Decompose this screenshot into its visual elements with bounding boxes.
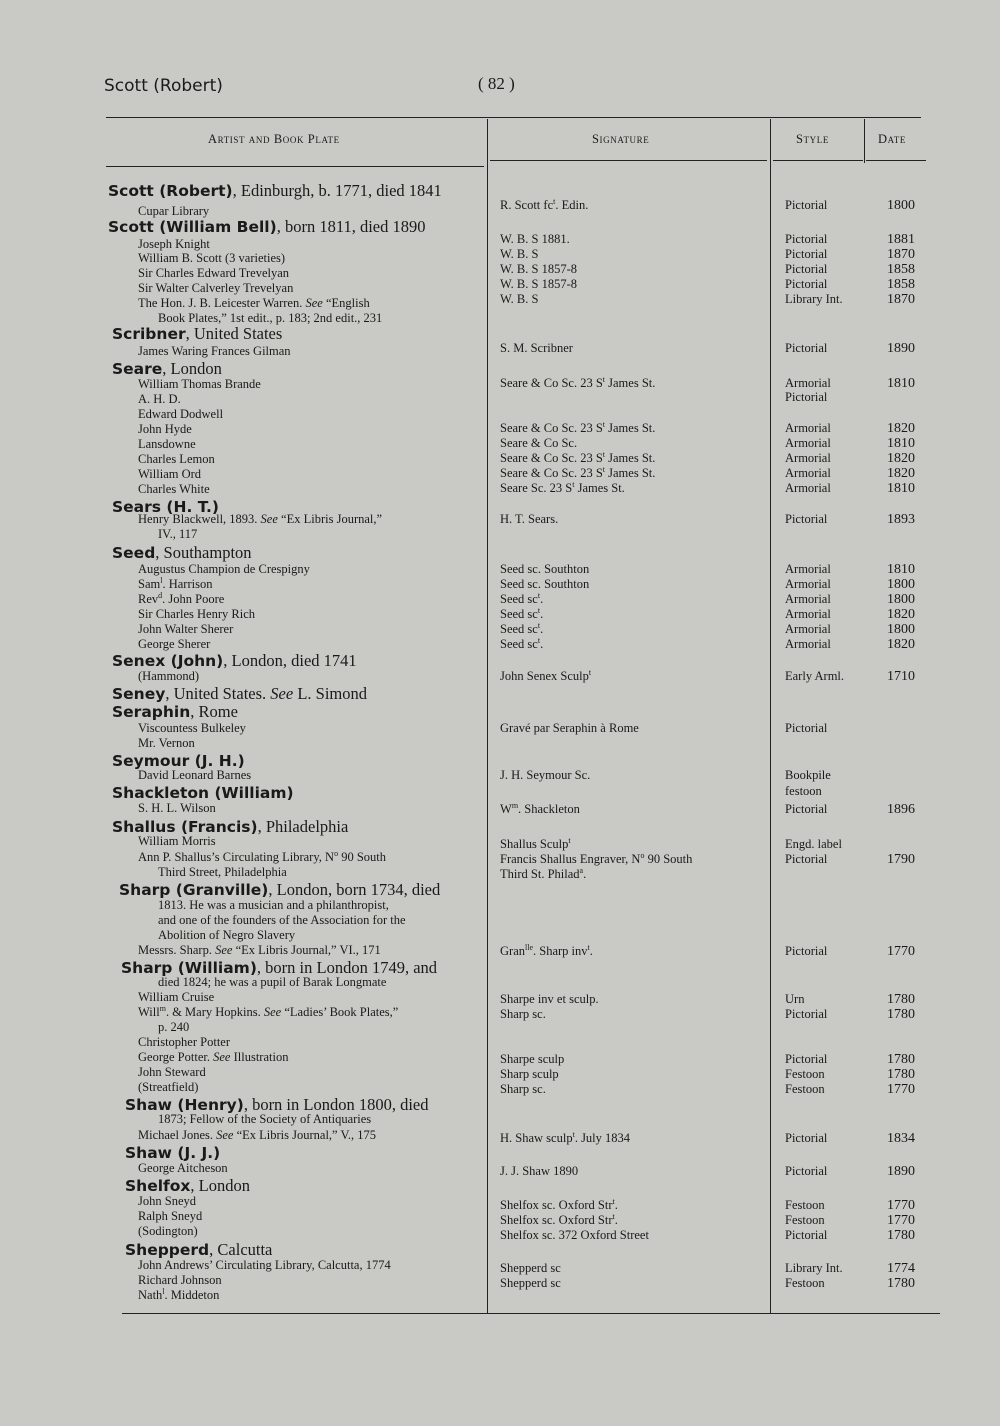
artist-name: Senex (John) bbox=[112, 652, 224, 670]
date-cell: 1820 bbox=[887, 466, 915, 481]
artist-name: Seed bbox=[112, 544, 156, 562]
book-plate-owner: Sam$^l$. Harrison bbox=[138, 576, 213, 591]
entry-continuation: died 1824; he was a pupil of Barak Longmate bbox=[158, 975, 387, 989]
column-header-date: Date bbox=[878, 132, 906, 146]
book-plate-owner: George Aitcheson bbox=[138, 1161, 228, 1175]
style-cell: Pictorial bbox=[785, 1131, 828, 1145]
book-plate-owner: (Streatfield) bbox=[138, 1080, 199, 1094]
style-cell: Pictorial bbox=[785, 944, 828, 958]
date-cell: 1780 bbox=[887, 1276, 915, 1291]
style-cell: Pictorial bbox=[785, 232, 828, 246]
book-plate-owner: Charles Lemon bbox=[138, 452, 215, 466]
artist-name: Seraphin bbox=[112, 703, 191, 721]
book-plate-owner: Sir Charles Edward Trevelyan bbox=[138, 266, 290, 280]
book-plate-owner: Richard Johnson bbox=[138, 1273, 222, 1287]
style-cell: Pictorial bbox=[785, 1007, 828, 1021]
date-cell: 1810 bbox=[887, 376, 915, 391]
entry-continuation: p. 240 bbox=[158, 1020, 190, 1034]
date-cell: 1800 bbox=[887, 577, 915, 592]
book-plate-owner: William Ord bbox=[138, 467, 202, 481]
book-plate-owner: Michael Jones. See “Ex Libris Journal,” V., 175 bbox=[138, 1128, 377, 1142]
artist-name: Seney bbox=[112, 685, 166, 703]
date-cell: 1834 bbox=[887, 1131, 915, 1146]
date-cell: 1800 bbox=[887, 198, 915, 213]
style-cell: Armorial bbox=[785, 607, 831, 621]
artist-details: , London bbox=[190, 1176, 251, 1195]
signature-cell: W. B. S 1881. bbox=[500, 232, 570, 246]
book-plate-owner: Joseph Knight bbox=[138, 237, 210, 251]
entry-continuation: 1873; Fellow of the Society of Antiquaries bbox=[158, 1112, 372, 1126]
date-cell: 1770 bbox=[887, 1082, 915, 1097]
book-plate-owner: George Potter. See Illustration bbox=[138, 1050, 289, 1064]
style-cell: Armorial bbox=[785, 436, 831, 450]
book-plate-owner: Ann P. Shallus’s Circulating Library, $N^o$ 90 South bbox=[138, 849, 386, 864]
artist-details: , Rome bbox=[190, 702, 238, 721]
style-cell: Armorial bbox=[785, 637, 831, 651]
artist-heading bbox=[112, 686, 367, 703]
signature-cell: W. B. S 1857-8 bbox=[500, 262, 577, 276]
date-cell: 1790 bbox=[887, 852, 915, 867]
date-cell: 1780 bbox=[887, 1067, 915, 1082]
style-cell: Armorial bbox=[785, 562, 831, 576]
book-plate-owner: Ralph Sneyd bbox=[138, 1209, 203, 1223]
date-cell: 1881 bbox=[887, 232, 915, 247]
book-plate-owner: William Thomas Brande bbox=[138, 377, 261, 391]
date-cell: 1893 bbox=[887, 512, 915, 527]
signature-cell: W. B. S bbox=[500, 292, 539, 306]
style-cell: Pictorial bbox=[785, 852, 828, 866]
signature-cell: Shelfox sc. Oxford Str$^t$. bbox=[500, 1212, 618, 1227]
style-cell: Armorial bbox=[785, 577, 831, 591]
date-cell: 1820 bbox=[887, 607, 915, 622]
entry-continuation: IV., 117 bbox=[158, 527, 198, 541]
style-cell: Pictorial bbox=[785, 1052, 828, 1066]
style-cell: Pictorial bbox=[785, 1164, 828, 1178]
artist-heading bbox=[112, 704, 238, 721]
book-plate-owner: John Andrews’ Circulating Library, Calcutta, 1774 bbox=[138, 1258, 391, 1272]
entry-continuation: Abolition of Negro Slavery bbox=[158, 928, 296, 942]
artist-details: , London, died 1741 bbox=[223, 651, 357, 670]
date-cell: 1890 bbox=[887, 341, 915, 356]
style-cell: Library Int. bbox=[785, 1261, 843, 1275]
style-cell: Festoon bbox=[785, 1082, 825, 1096]
style-cell: Bookpile bbox=[785, 768, 831, 782]
book-plate-owner: William B. Scott (3 varieties) bbox=[138, 251, 286, 265]
signature-cell: Seare & Co Sc. bbox=[500, 436, 578, 450]
date-header-rule bbox=[866, 160, 926, 161]
signature-cell: Seed sc. Southton bbox=[500, 562, 590, 576]
signature-cell: Seed $sc^t$. bbox=[500, 606, 544, 621]
book-plate-owner: George Sherer bbox=[138, 637, 211, 651]
signature-cell: Seed $sc^t$. bbox=[500, 591, 544, 606]
signature-cell: Shallus Sculp$^t$ bbox=[500, 836, 571, 851]
artist-name: Scribner bbox=[112, 325, 186, 343]
artist-heading bbox=[125, 1145, 220, 1162]
date-cell: 1800 bbox=[887, 592, 915, 607]
artist-name: Shallus (Francis) bbox=[112, 818, 258, 836]
signature-cell: Seare & Co Sc. 23 $S^t$ James St. bbox=[500, 465, 656, 480]
style-cell: Armorial bbox=[785, 376, 831, 390]
artist-heading bbox=[125, 1242, 272, 1259]
artist-heading bbox=[112, 326, 282, 343]
artist-header-rule bbox=[106, 166, 484, 167]
date-cell: 1810 bbox=[887, 436, 915, 451]
signature-cell: Seare Sc. 23 $S^t$ James St. bbox=[500, 480, 625, 495]
artist-name: Shaw (J. J.) bbox=[125, 1144, 221, 1162]
entry-continuation: Book Plates,” 1st edit., p. 183; 2nd edit., 231 bbox=[158, 311, 383, 325]
style-cell: Pictorial bbox=[785, 512, 828, 526]
book-plate-owner: Henry Blackwell, 1893. See “Ex Libris Journal,” bbox=[138, 512, 383, 526]
book-plate-owner: Nath$^l$. Middeton bbox=[138, 1287, 220, 1302]
style-cell: Pictorial bbox=[785, 802, 828, 816]
book-plate-owner: (Sodington) bbox=[138, 1224, 198, 1238]
artist-name: Scott (William Bell) bbox=[108, 218, 277, 236]
book-plate-owner: Lansdowne bbox=[138, 437, 196, 451]
book-plate-owner: James Waring Frances Gilman bbox=[138, 344, 291, 358]
signature-cell: $W^m$. Shackleton bbox=[500, 801, 580, 816]
book-plate-owner: John Hyde bbox=[138, 422, 192, 436]
signature-cell: J. J. Shaw 1890 bbox=[500, 1164, 579, 1178]
signature-cell: Francis Shallus Engraver, $N^o$ 90 South bbox=[500, 851, 693, 866]
signature-header-rule bbox=[490, 160, 767, 161]
book-plate-owner: Cupar Library bbox=[138, 204, 210, 218]
signature-cell: S. M. Scribner bbox=[500, 341, 573, 355]
table-bottom-rule bbox=[122, 1313, 940, 1314]
date-cell: 1810 bbox=[887, 481, 915, 496]
signature-cell: Seed sc. Southton bbox=[500, 577, 590, 591]
page-number: ( 82 ) bbox=[478, 74, 515, 93]
signature-cell: Sharp sculp bbox=[500, 1067, 559, 1081]
signature-cell: Seed $sc^t$. bbox=[500, 636, 544, 651]
book-plate-owner: William Morris bbox=[138, 834, 216, 848]
book-plate-owner: Augustus Champion de Crespigny bbox=[138, 562, 310, 576]
signature-cell: Third St. Philad$^a$. bbox=[500, 866, 587, 881]
artist-details: , London bbox=[162, 359, 222, 378]
signature-cell: H. T. Sears. bbox=[500, 512, 559, 526]
date-cell: 1858 bbox=[887, 262, 915, 277]
date-cell: 1820 bbox=[887, 637, 915, 652]
entry-continuation: Third Street, Philadelphia bbox=[158, 865, 287, 879]
date-cell: 1858 bbox=[887, 277, 915, 292]
artist-name: Seare bbox=[112, 360, 163, 378]
book-plate-owner: A. H. D. bbox=[138, 392, 181, 406]
artist-details: , born in London 1800, died bbox=[243, 1095, 429, 1114]
artist-details: , United States. See L. Simond bbox=[165, 684, 367, 703]
style-cell: Festoon bbox=[785, 1276, 825, 1290]
style-cell: Pictorial bbox=[785, 247, 828, 261]
date-cell: 1780 bbox=[887, 992, 915, 1007]
date-cell: 1870 bbox=[887, 247, 915, 262]
artist-heading bbox=[112, 545, 252, 562]
entry-continuation: 1813. He was a musician and a philanthropist, bbox=[158, 898, 389, 912]
artist-details: , Philadelphia bbox=[257, 817, 349, 836]
book-plate-owner: Rev$^d$. John Poore bbox=[138, 591, 225, 606]
book-plate-owner: John Walter Sherer bbox=[138, 622, 234, 636]
artist-details: , United States bbox=[185, 324, 283, 343]
style-cell: Pictorial bbox=[785, 341, 828, 355]
signature-cell: Seare & Co Sc. 23 $S^t$ James St. bbox=[500, 420, 656, 435]
artist-details: , Calcutta bbox=[209, 1240, 273, 1259]
date-cell: 1780 bbox=[887, 1228, 915, 1243]
date-cell: 1810 bbox=[887, 562, 915, 577]
book-plate-owner: Mr. Vernon bbox=[138, 736, 195, 750]
book-plate-owner: Messrs. Sharp. See “Ex Libris Journal,” VI., 171 bbox=[138, 943, 381, 957]
style-cell: Pictorial bbox=[785, 277, 828, 291]
date-cell: 1890 bbox=[887, 1164, 915, 1179]
artist-name: Shelfox bbox=[125, 1177, 191, 1195]
artist-name: Shepperd bbox=[125, 1241, 210, 1259]
artist-details: , Southampton bbox=[155, 543, 252, 562]
running-head: Scott (Robert) bbox=[104, 76, 223, 96]
signature-cell: Seed $sc^t$. bbox=[500, 621, 544, 636]
style-cell: Festoon bbox=[785, 1067, 825, 1081]
book-plate-owner: John Sneyd bbox=[138, 1194, 196, 1208]
artist-name: Shackleton (William) bbox=[112, 784, 294, 802]
artist-heading bbox=[125, 1178, 250, 1195]
signature-cell: R. Scott $fc^t$. Edin. bbox=[500, 197, 589, 212]
date-cell: 1770 bbox=[887, 1213, 915, 1228]
artist-heading bbox=[112, 361, 222, 378]
table-top-rule bbox=[106, 117, 921, 118]
style-cell: Armorial bbox=[785, 622, 831, 636]
date-cell: 1710 bbox=[887, 669, 915, 684]
column-header-artist: Artist and Book Plate bbox=[208, 132, 340, 146]
book-plate-owner: Sir Charles Henry Rich bbox=[138, 607, 255, 621]
column-divider-signature bbox=[770, 119, 771, 1313]
signature-cell: John Senex Sculp$^t$ bbox=[500, 668, 592, 683]
signature-cell: Sharp sc. bbox=[500, 1082, 546, 1096]
style-cell: Engd. label bbox=[785, 837, 842, 851]
artist-details: , London, born 1734, died bbox=[268, 880, 441, 899]
book-plate-owner: (Hammond) bbox=[138, 669, 200, 683]
style-cell: Festoon bbox=[785, 1198, 825, 1212]
signature-cell: Shelfox sc. Oxford Str$^t$. bbox=[500, 1197, 618, 1212]
style-cell: Armorial bbox=[785, 421, 831, 435]
artist-heading bbox=[112, 653, 357, 670]
artist-name: Shaw (Henry) bbox=[125, 1096, 244, 1114]
column-divider-style bbox=[864, 119, 865, 163]
date-cell: 1774 bbox=[887, 1261, 915, 1276]
style-cell: festoon bbox=[785, 784, 822, 798]
signature-cell: Seare & Co Sc. 23 $S^t$ James St. bbox=[500, 375, 656, 390]
entry-continuation: and one of the founders of the Association for the bbox=[158, 913, 406, 927]
artist-heading bbox=[108, 219, 426, 236]
date-cell: 1770 bbox=[887, 944, 915, 959]
book-plate-owner: The Hon. J. B. Leicester Warren. See “English bbox=[138, 296, 370, 310]
book-plate-owner: John Steward bbox=[138, 1065, 206, 1079]
style-cell: Pictorial bbox=[785, 262, 828, 276]
column-header-signature: Signature bbox=[592, 132, 650, 146]
style-header-rule bbox=[773, 160, 863, 161]
signature-cell: Gran$^{lle}$. Sharp inv$^t$. bbox=[500, 943, 593, 958]
book-plate-owner: William Cruise bbox=[138, 990, 215, 1004]
artist-heading bbox=[112, 785, 294, 802]
signature-cell: Sharpe sculp bbox=[500, 1052, 565, 1066]
date-cell: 1800 bbox=[887, 622, 915, 637]
artist-name: Sharp (William) bbox=[121, 959, 257, 977]
artist-details: , born in London 1749, and bbox=[256, 958, 438, 977]
artist-name: Seymour (J. H.) bbox=[112, 752, 245, 770]
artist-details: , Edinburgh, b. 1771, died 1841 bbox=[232, 181, 442, 200]
style-cell: Armorial bbox=[785, 592, 831, 606]
signature-cell: Gravé par Seraphin à Rome bbox=[500, 721, 639, 735]
date-cell: 1820 bbox=[887, 421, 915, 436]
artist-details: , born 1811, died 1890 bbox=[276, 217, 426, 236]
style-cell: Early Arml. bbox=[785, 669, 845, 683]
book-plate-owner: Edward Dodwell bbox=[138, 407, 224, 421]
book-plate-owner: Will$^m$. & Mary Hopkins. See “Ladies’ Book Plates,” bbox=[138, 1004, 399, 1019]
signature-cell: Shelfox sc. 372 Oxford Street bbox=[500, 1228, 649, 1242]
artist-name: Scott (Robert) bbox=[108, 182, 233, 200]
book-plate-owner: David Leonard Barnes bbox=[138, 768, 252, 782]
date-cell: 1780 bbox=[887, 1007, 915, 1022]
signature-cell: H. Shaw sculp$^t$. July 1834 bbox=[500, 1130, 631, 1145]
style-cell: Pictorial bbox=[785, 1228, 828, 1242]
book-plate-owner: Viscountess Bulkeley bbox=[138, 721, 246, 735]
style-cell: Armorial bbox=[785, 451, 831, 465]
signature-cell: Seare & Co Sc. 23 $S^t$ James St. bbox=[500, 450, 656, 465]
date-cell: 1780 bbox=[887, 1052, 915, 1067]
signature-cell: Shepperd sc bbox=[500, 1276, 561, 1290]
style-cell: Armorial bbox=[785, 466, 831, 480]
signature-cell: W. B. S 1857-8 bbox=[500, 277, 577, 291]
date-cell: 1820 bbox=[887, 451, 915, 466]
book-plate-owner: Christopher Potter bbox=[138, 1035, 231, 1049]
signature-cell: Sharp sc. bbox=[500, 1007, 546, 1021]
date-cell: 1870 bbox=[887, 292, 915, 307]
date-cell: 1770 bbox=[887, 1198, 915, 1213]
book-plate-owner: Charles White bbox=[138, 482, 210, 496]
artist-heading bbox=[108, 183, 442, 200]
book-plate-owner: Sir Walter Calverley Trevelyan bbox=[138, 281, 294, 295]
style-cell: Library Int. bbox=[785, 292, 843, 306]
column-header-style: Style bbox=[796, 132, 829, 146]
style-cell: Pictorial bbox=[785, 390, 828, 404]
style-cell: Festoon bbox=[785, 1213, 825, 1227]
artist-name: Sharp (Granville) bbox=[119, 881, 269, 899]
style-cell: Urn bbox=[785, 992, 805, 1006]
style-cell: Pictorial bbox=[785, 721, 828, 735]
date-cell: 1896 bbox=[887, 802, 915, 817]
signature-cell: Shepperd sc bbox=[500, 1261, 561, 1275]
artist-name: Sears (H. T.) bbox=[112, 498, 219, 516]
artist-heading bbox=[119, 882, 440, 899]
book-plate-owner: S. H. L. Wilson bbox=[138, 801, 216, 815]
signature-cell: Sharpe inv et sculp. bbox=[500, 992, 599, 1006]
signature-cell: J. H. Seymour Sc. bbox=[500, 768, 591, 782]
style-cell: Pictorial bbox=[785, 198, 828, 212]
column-divider-artist bbox=[487, 119, 488, 1313]
signature-cell: W. B. S bbox=[500, 247, 539, 261]
style-cell: Armorial bbox=[785, 481, 831, 495]
